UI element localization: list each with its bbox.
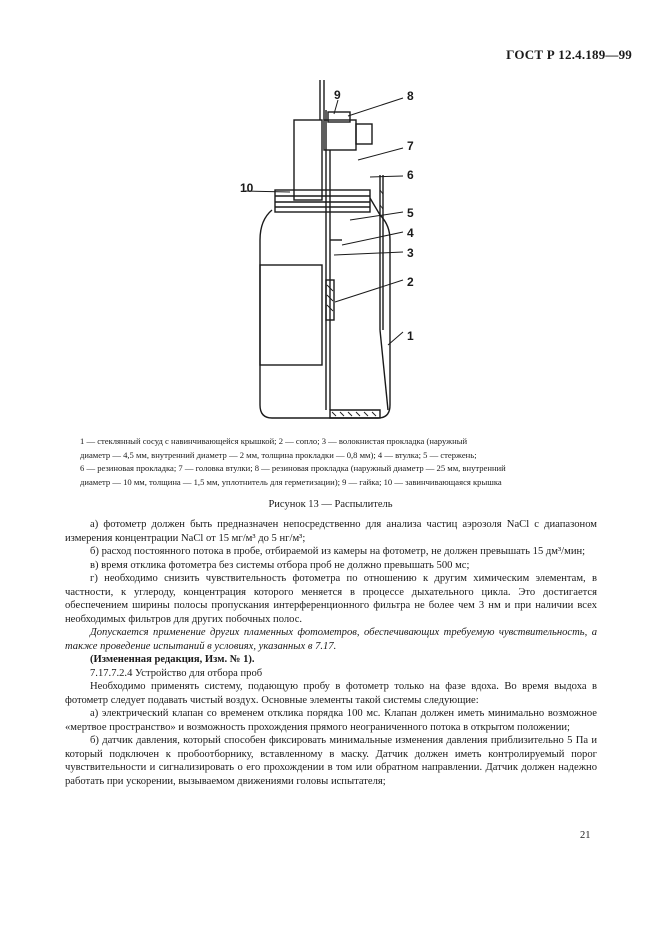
leader-8: [348, 98, 403, 116]
label-6: 6: [407, 168, 414, 182]
paragraph: а) электрический клапан со временем отклика порядка 100 мс. Клапан должен иметь минимально возможное «мертвое пространство» и возможность прохождения прямого неограниченного потока в открытом положении;: [65, 708, 597, 733]
leader-7: [358, 148, 403, 160]
paragraph-amendment: (Измененная редакция, Изм. № 1).: [90, 654, 255, 665]
label-2: 2: [407, 275, 414, 289]
leader-2: [335, 280, 403, 302]
paragraph: б) расход постоянного потока в пробе, отбираемой из камеры на фотометр, не должен превышать 15 дм³/мин;: [90, 546, 586, 557]
leader-6: [370, 176, 403, 177]
label-8: 8: [407, 89, 414, 103]
legend-line: диаметр — 10 мм, толщина — 1,5 мм, уплотнитель для герметизации); 9 — гайка; 10 — завинчивающаяся крышка: [80, 476, 502, 487]
section-heading: 7.17.7.2.4 Устройство для отбора проб: [90, 667, 263, 679]
label-1: 1: [407, 329, 414, 343]
label-5: 5: [407, 206, 414, 220]
paragraph: в) время отклика фотометра без системы отбора проб не должно превышать 500 мс;: [90, 559, 470, 571]
label-4: 4: [407, 226, 414, 240]
figure-caption: Рисунок 13 — Распылитель: [268, 499, 393, 510]
label-10: 10: [240, 181, 254, 195]
leader-5: [350, 212, 403, 220]
label-9: 9: [334, 88, 341, 102]
paragraph: Необходимо применять систему, подающую пробу в фотометр только на фазе вдоха. Во время выдоха в фотометр следует подавать чистый воздух. Основные элементы такой системы следующие:: [65, 681, 597, 706]
paragraph-italic-note: Допускается применение других пламенных фотометров, обеспечивающих требуемую чувствительность, а также проведение испытаний в условиях, указанных в 7.17.: [65, 627, 597, 652]
document-code: ГОСТ Р 12.4.189—99: [506, 47, 632, 62]
body-text: [65, 518, 597, 788]
leader-4: [342, 232, 403, 245]
page-number: 21: [580, 830, 591, 841]
paragraph: г) необходимо снизить чувствительность фотометра по отношению к другим химическим элементам, в частности, к углероду, концентрация которого меняется в процессе дыхательного цикла. Это достигается обеспечением ширины полосы пропускания интерференционного фильтра не более чем 3 нм и при наличии всех необходимых фильтров для других побочных полос.: [65, 573, 597, 625]
atomizer-diagram: [230, 80, 430, 425]
legend-line: 1 — стеклянный сосуд с навинчивающейся крышкой; 2 — сопло; 3 — волокнистая прокладка (наружный: [80, 436, 468, 446]
legend-line: 6 — резиновая прокладка; 7 — головка втулки; 8 — резиновая прокладка (наружный диаметр — 25 мм, внутренний: [80, 463, 506, 473]
label-7: 7: [407, 139, 414, 153]
paragraph: а) фотометр должен быть предназначен непосредственно для анализа частиц аэрозоля NaCl с диапазоном измерения концентрации NaCl от 15 мг/м³ до 5 нг/м³;: [65, 519, 597, 544]
label-3: 3: [407, 246, 414, 260]
leader-3: [334, 252, 403, 255]
figure-legend: [80, 435, 580, 489]
paragraph: б) датчик давления, который способен фиксировать минимальные изменения давления приблизительно 5 Па и который подключен к пробоотборнику, вставленному в маску. Датчик должен иметь контролируемый порог чувствительности и сигнализировать о его прохождении в том или обратном направлении. Датчик должен надежно работать при ускорении, вызываемом движениями головы испытателя;: [65, 735, 597, 787]
legend-line: диаметр — 4,5 мм, внутренний диаметр — 2 мм, толщина прокладки — 0,8 мм); 4 — втулка; 5 — стержень;: [80, 449, 477, 460]
